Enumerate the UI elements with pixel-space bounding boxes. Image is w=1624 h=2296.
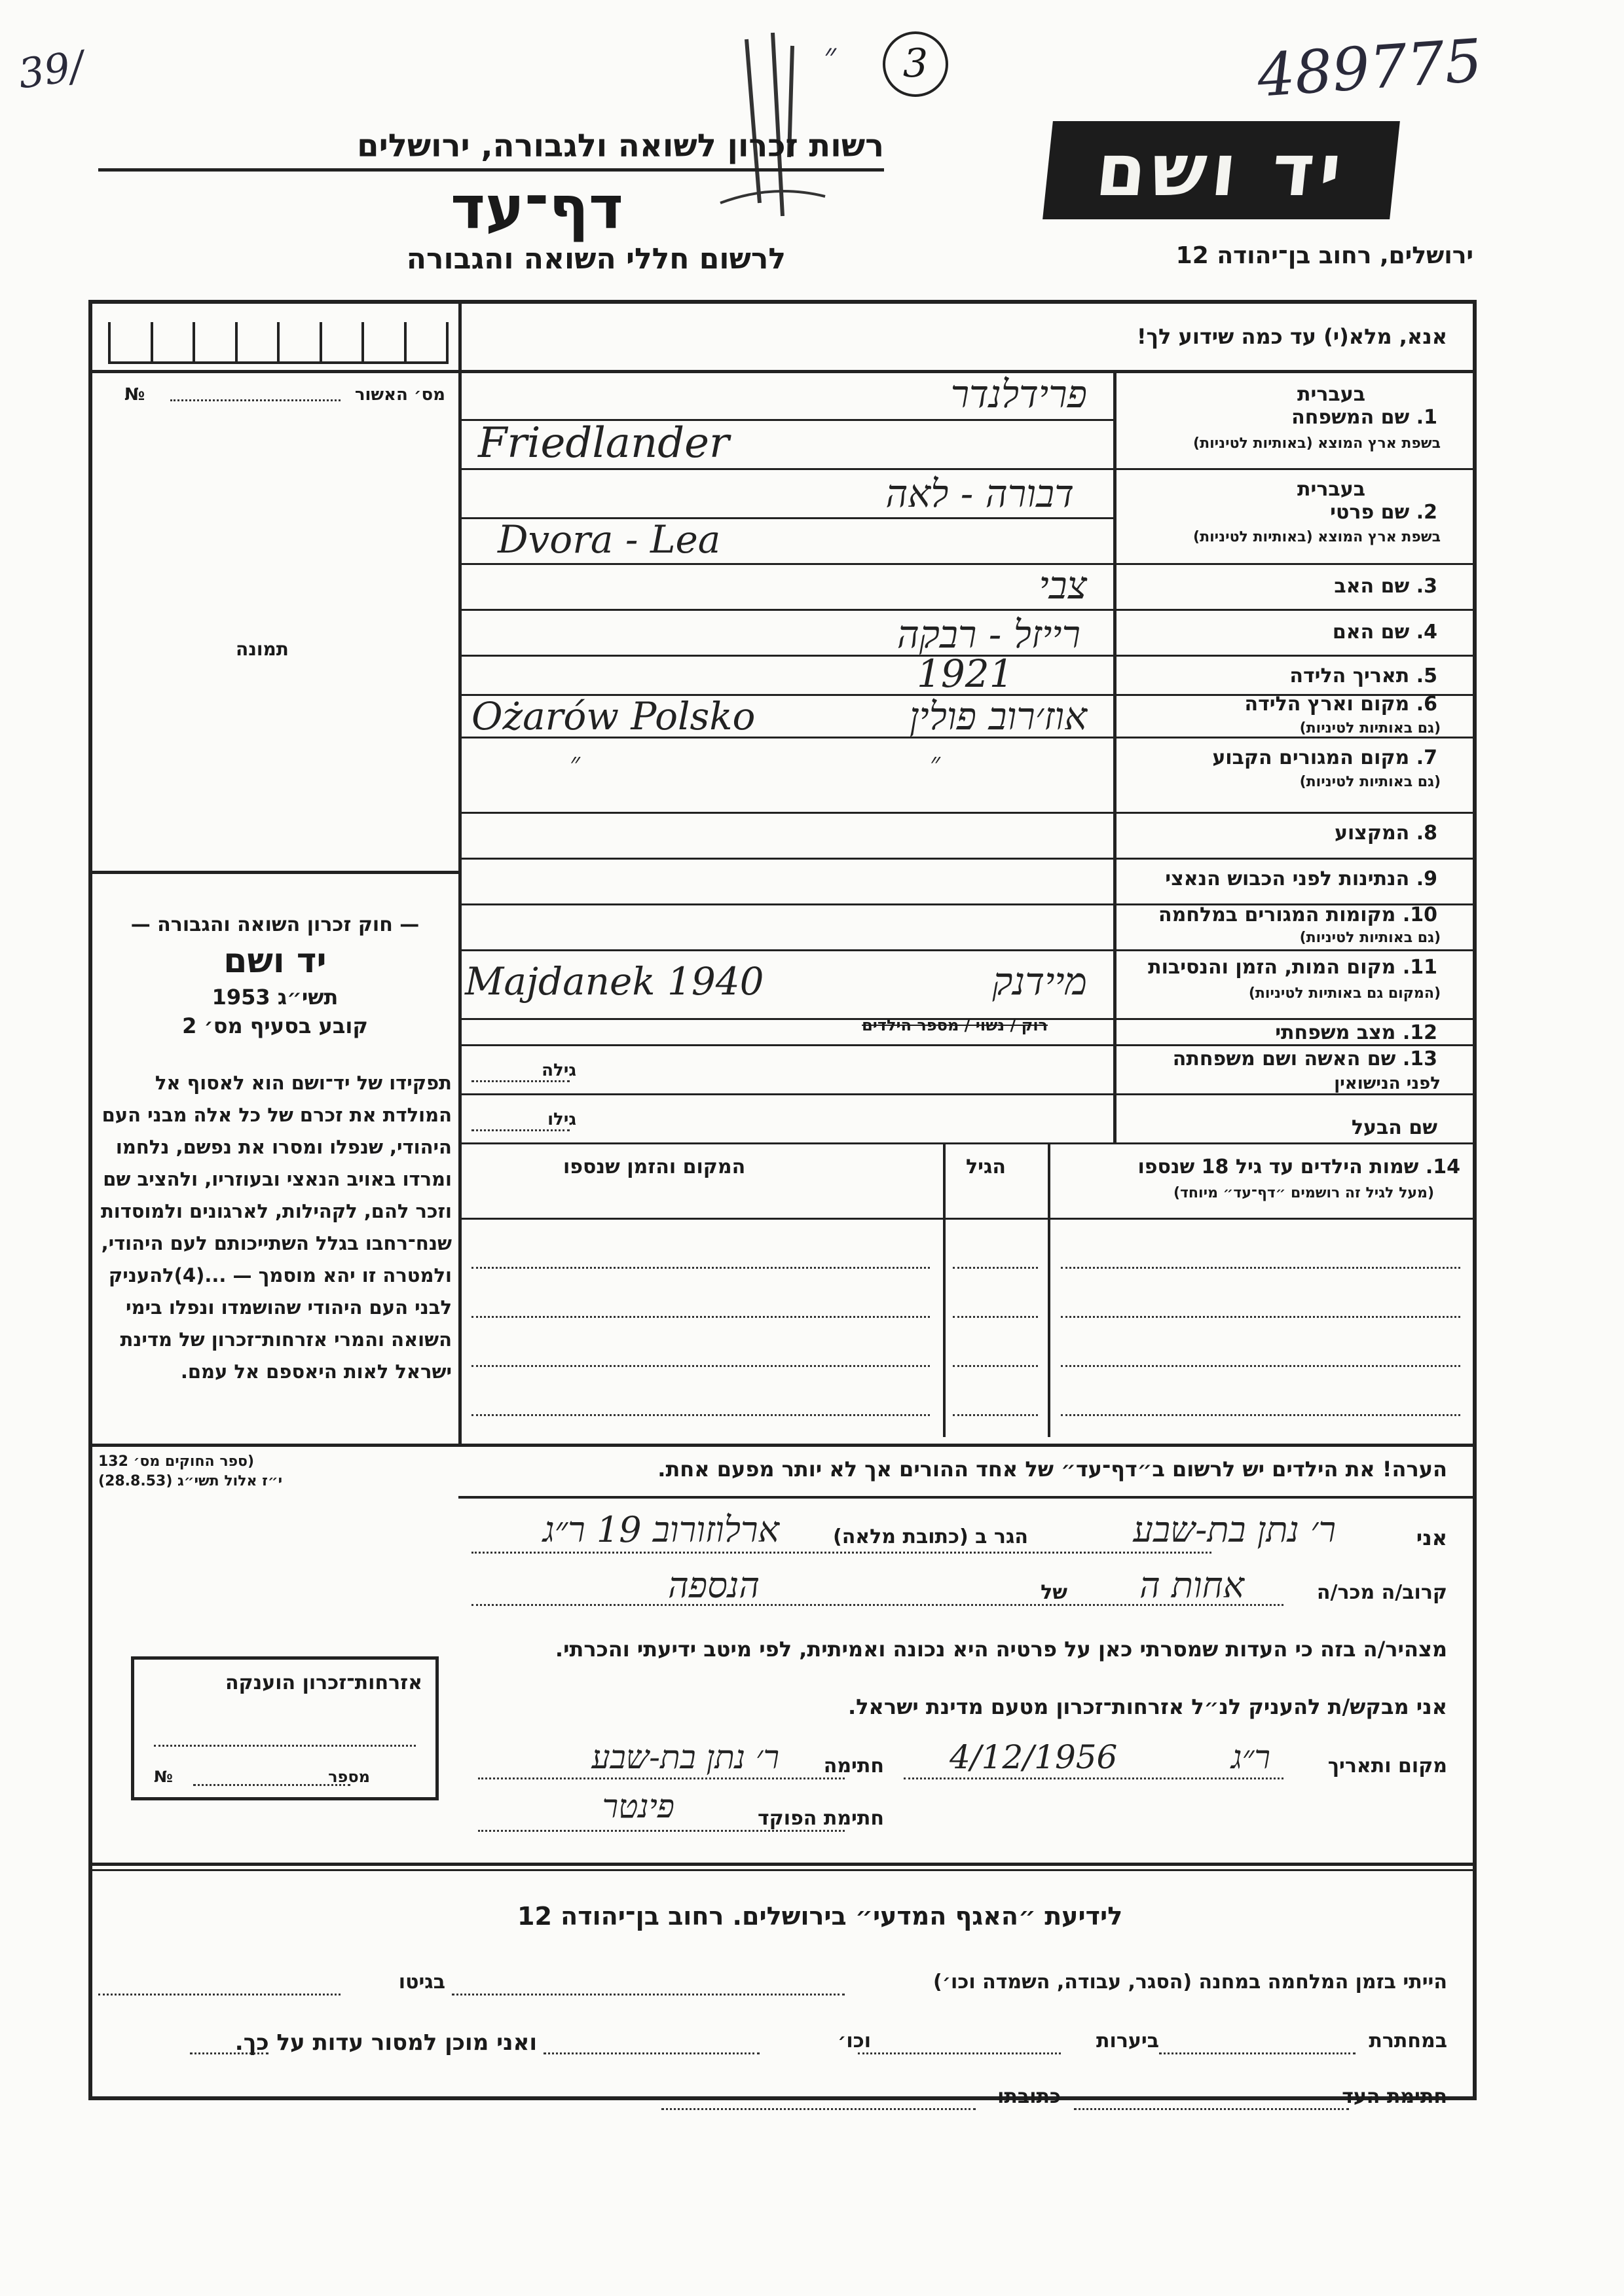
- logo-yad-vashem: יד ושם: [1043, 121, 1400, 219]
- law-text: תפקידו של יד־ושם הוא לאסוף אל המולדת את זכרם של כל אלה מבני העם היהודי, שנפלו ומסרו את נפשם, נלחמו ומרדו באויב הנאצי ובעוזריו, ולהציב שם וזכר להם, לקהילות, לארגונים ולמוסדות שנח־רחבו בגלל השתייכותם לעם היהודי, ולמטרה זו יהא מוסמך — ...(4)להעניק לבני העם היהודי שהושמדו ונפלו בימי השואה והמרי אזרחות־זכרון של מדינת ישראל לאות היאספם אל עמם.: [100, 1072, 452, 1383]
- field-3-label: 3. שם האב: [1334, 575, 1437, 598]
- marital-options[interactable]: רוק / נשוי / מספר הילדים: [862, 1016, 1048, 1034]
- field-12-label: 12. מצב משפחתי: [1275, 1021, 1437, 1044]
- law-gazette-date: י״ז אלול תשי״ג (28.8.53): [98, 1473, 283, 1489]
- birth-place-hebrew[interactable]: אוז׳רוב פולין: [909, 694, 1087, 738]
- declarant-name[interactable]: ר׳ נתן בת-שבע: [1133, 1509, 1336, 1550]
- declarant-relation[interactable]: אחות ה: [1139, 1565, 1244, 1606]
- law-gazette: (ספר החוקים מס׳ 132: [98, 1453, 255, 1470]
- field-10-label: 10. מקומות המגורים במלחמה: [1158, 903, 1437, 926]
- declarant-of[interactable]: הנספה: [668, 1565, 760, 1606]
- official-signature[interactable]: פינטר: [602, 1787, 674, 1825]
- father-name[interactable]: צבי: [1039, 563, 1087, 608]
- field-13-label: 13. שם האשה ושם משפחתה: [1172, 1048, 1437, 1070]
- surname-hebrew[interactable]: פרידלנדר: [950, 372, 1087, 416]
- declarant-address[interactable]: ארלוזורוב 19 ר״ג: [542, 1509, 779, 1550]
- field-11-label: 11. מקום המות, הזמן והנסיבות: [1148, 956, 1437, 979]
- footer-title: לידיעת ״האגף המדעי״ בירושלים. רחוב בן־יהודה 12: [517, 1902, 1123, 1931]
- mother-name[interactable]: רייזל - רבקה: [896, 612, 1080, 657]
- form-title: דף־עד: [451, 173, 623, 242]
- death-place-latin[interactable]: Majdanek 1940: [465, 959, 764, 1004]
- place-time-header: המקום והזמן שנספו: [563, 1156, 746, 1178]
- photo-label: תמונה: [236, 638, 289, 660]
- declaration-text: מצהיר/ה בזה כי העדות שמסרתי כאן על פרטיה היא נכונה ואמיתית, לפי מיטב ידיעתי והכרתי.: [555, 1637, 1447, 1662]
- decl-date[interactable]: 4/12/1956: [950, 1738, 1118, 1776]
- code-boxes[interactable]: [108, 322, 449, 364]
- firstname-hebrew[interactable]: דבורה - לאה: [885, 471, 1074, 516]
- field-6-label: 6. מקום וארץ הלידה: [1244, 693, 1437, 716]
- instruction: אנא, מלא(י) עד כמה שידוע לך!: [1136, 324, 1447, 349]
- field-husband-label: שם הבעל: [1351, 1116, 1437, 1139]
- children-header: 14. שמות הילדים עד גיל 18 שנספו: [1137, 1156, 1460, 1178]
- field-1-label: 1. שם המשפחה: [1291, 406, 1437, 429]
- field-7-label: 7. מקום המגורים הקבוע: [1212, 746, 1437, 769]
- field-8-label: 8. המקצוע: [1334, 822, 1437, 845]
- request-text: אני מבקש/ת להעניק לנ״ל אזרחות־זכרון מטעם מדינת ישראל.: [848, 1694, 1447, 1719]
- firstname-latin[interactable]: Dvora - Lea: [498, 517, 721, 562]
- note-text: הערה! את הילדים יש לרשום ב״דף־עד״ של אחד ההורים אך לא יותר מפעם אחת.: [657, 1457, 1447, 1482]
- surname-latin[interactable]: Friedlander: [478, 419, 729, 467]
- birth-date[interactable]: 1921: [917, 651, 1014, 696]
- field-5-label: 5. תאריך הלידה: [1289, 665, 1437, 687]
- handwritten-scribble: [707, 26, 838, 223]
- logo-address: ירושלים, רחוב בן־יהודה 12: [1175, 242, 1473, 269]
- circle-number: 3: [883, 31, 948, 97]
- age-header: הגיל: [966, 1156, 1006, 1178]
- decl-place[interactable]: ר״ג: [1230, 1738, 1270, 1776]
- law-box: — חוק זכרון השואה והגבורה — יד ושם תשי״ג 1953 קובע בסעיף מס׳ 2: [130, 913, 420, 1038]
- residence-hebrew[interactable]: ״: [930, 746, 940, 778]
- decl-signature[interactable]: ר׳ נתן בת-שבע: [591, 1738, 779, 1776]
- field-9-label: 9. הנתינות לפני הכבוש הנאצי: [1165, 867, 1437, 890]
- field-4-label: 4. שם האם: [1332, 621, 1437, 644]
- citizenship-box: אזרחות־זכרון הוענקה מספר №: [131, 1656, 439, 1800]
- field-2-label: 2. שם פרטי: [1330, 501, 1437, 524]
- form-subtitle: לרשום חללי השואה והגבורה: [406, 242, 786, 276]
- residence-latin[interactable]: ״: [570, 746, 580, 778]
- death-place-hebrew[interactable]: מיידנק: [992, 959, 1087, 1004]
- birth-place-latin[interactable]: Ożarów Polsko: [471, 694, 756, 738]
- mark-ii: ״: [824, 36, 836, 74]
- archive-number: 489775: [1255, 26, 1485, 111]
- corner-note: 39/: [15, 41, 87, 98]
- institution-name: רשות זכרון לשואה ולגבורה, ירושלים: [98, 128, 884, 172]
